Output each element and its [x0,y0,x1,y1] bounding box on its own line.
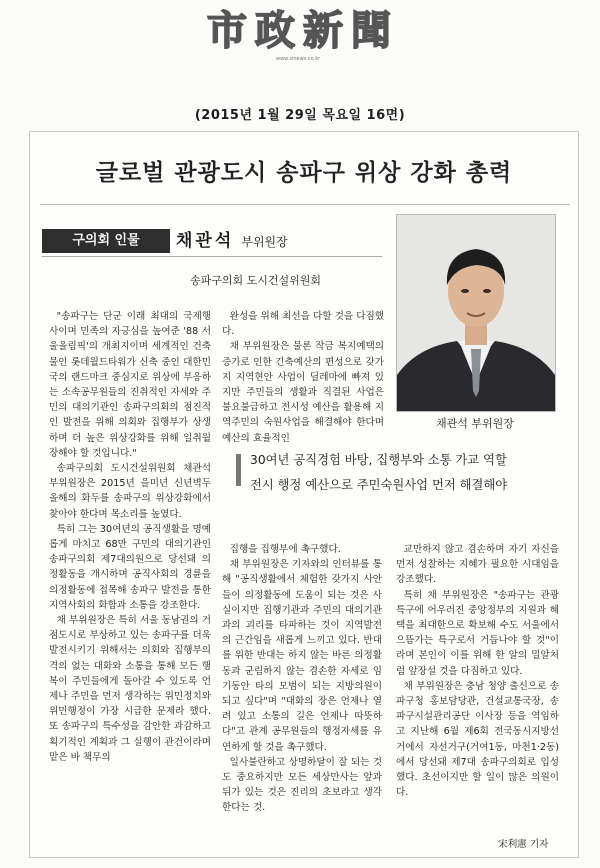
person-title: 부위원장 [241,235,288,249]
photo-caption: 채관석 부위원장 [436,417,514,430]
paragraph: 채 부위원장은 기자와의 인터뷰를 통해 "공직생활에서 체험한 갖가지 사안들이 의정활동에 도움이 되는 것은 사실이지만 집행기관과 주민의 대의기관과의 괴리를 타파하는 것이 지역발전의 근간임을 새롭게 느끼고 있다. 반대를 위한 반대는 하지 않는 바른 의정활동과 군림하지 않는 겸손한 자세로 임기동안 타의 모범이 되는 지방의원이 되고 싶다"며 "대화의 장은 언제나 열려 있고 소통의 길은 언제나 따뜻하다"고 관계 공무원들의 행정자세를 유연하게 할 것을 촉구했다. [222,559,382,753]
paragraph: 송파구의회 도시건설위원회 채관석 부위원장은 2015년 을미년 신년벽두 올해의 화두를 송파구의 위상강화에서 찾아야 한다며 목소리를 높였다. [49,463,211,520]
headline-divider [40,204,570,205]
paragraph: 일사불란하고 상명하달이 잘 되는 것도 중요하지만 모든 세상만사는 앞과 뒤가 있는 것은 진리의 초보라고 생각한다는 것. [222,756,382,814]
article-column-1 [49,309,211,765]
publication-date-line: (2015년 1월 29일 목요일 16면) [194,108,406,123]
affiliation: 송파구의회 도시건설위원회 [190,274,322,287]
paragraph: 완성을 위해 최선을 다할 것을 다짐했다. [222,311,384,338]
paragraph: 집행을 집행부에 촉구했다. [229,544,341,555]
subheadline-2: 전시 행정 예산으로 주민숙원사업 먼저 해결해야 [250,478,508,492]
masthead-title: 市政新聞 [207,7,399,54]
section-tag: 구의회 인물 [42,229,170,253]
article-column-2-bottom [222,542,382,816]
paragraph: 채 부위원장은 물론 작금 복지예택의 증가로 인한 긴축예산의 편성으로 갖가지 지역현안 사업이 딜레마에 빠져 있지만 주민들의 생활과 직결된 사업은 불요불급하고 전시성 예산을 활용해 지역주민의 숙원사업을 해결해야 한다며 예산의 효율적인 [222,341,384,444]
portrait-photo [396,214,556,412]
reporter-byline: 宋利憲 기자 [498,839,549,850]
subheadline-marker [236,454,241,486]
paragraph: 특히 그는 30여년의 공직생활을 명예롭게 마치고 68만 구민의 대의기관인 송파구의회 제7대의원으로 당선돼 의정활동을 개시하며 공직사회의 경륜을 의정활동에 접목해 송파구 발전을 통한 지역사회의 화합과 소통을 강조한다. [49,523,211,611]
masthead-url: www.sinews.co.kr [276,56,321,62]
paragraph: 채 부위원장은 충남 청양 출신으로 송파구청 홍보담당관, 건설교통국장, 송파구시설관리공단 이사장 등을 역임하고 지난해 6월 제6회 전국동시지방선거에서 자선거구(거여1동, 마천1·2동)에서 당선돼 제7대 송파구의회로 입성했다. 초선이지만 할 일이 많은 의원이다. [396,680,559,799]
person-name-line [176,226,288,251]
paragraph: "송파구는 단군 이래 최대의 국제행사이며 민족의 자긍심을 높여준 '88 서울올림픽'의 개최지이며 세계적인 건축물인 롯데월드타워가 신축 중인 대한민국의 랜드마크 중심지로 위상에 부응하는 소속공무원들의 진취적인 자세와 주민의 대의기관인 송파구의회의 점진적인 발전을 위해 의회와 집행부가 상생하며 더 높은 위상강화를 위해 일취월장해야 할 것입니다." [49,311,211,459]
newspaper-masthead [178,7,428,62]
article-column-3 [396,542,559,800]
article-column-2-top [222,309,384,446]
paragraph: 특히 채 부위원장은 "송파구는 관광특구에 어우러진 중앙정부의 지원과 혜택을 최대한으로 확보해 수도 서울에서 으뜸가는 특구로서 거듭나야 할 것"이라며 본인이 이를 위해 한 알의 밀알처럼 앞장설 것을 다짐하고 있다. [396,589,559,677]
byline-divider [42,256,382,257]
subheadline-1: 30여년 공직경험 바탕, 집행부와 소통 가교 역할 [250,453,507,467]
person-name: 채관석 [176,231,235,251]
portrait-illustration [397,215,555,411]
article-clipping [29,131,579,858]
article-headline: 글로벌 관광도시 송파구 위상 강화 총력 [95,159,513,186]
subheadline-box [220,434,562,534]
paragraph: 교만하지 않고 겸손하며 자기 자신을 먼저 성찰하는 지혜가 필요한 시대임을 강조했다. [396,544,559,586]
paragraph: 채 부위원장은 특히 서울 동남권의 거점도시로 부상하고 있는 송파구를 더욱 발전시키기 위해서는 의회와 집행부의 격의 없는 대화와 소통을 통해 모든 행복이 주민들에게 돌아갈 수 있도록 언제나 주민을 먼저 생각하는 위민정치와 위민행정이 가장 시급한 문제라 했다. 또 송파구의 특수성을 감안한 과감하고 획기적인 계획과 그 실행이 관건이라며 맡은 바 책무의 [49,615,211,763]
